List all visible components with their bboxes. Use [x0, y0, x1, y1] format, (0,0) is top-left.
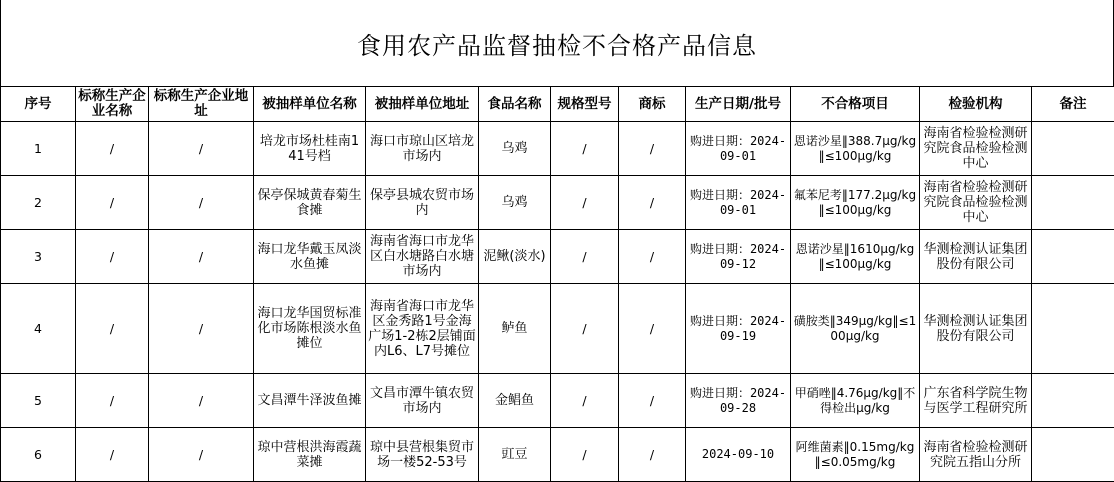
- cell-failed-item: 阿维菌素‖0.15mg/kg‖≤0.05mg/kg: [791, 428, 920, 482]
- cell-sampled-unit-name: 文昌潭牛泽波鱼摊: [254, 374, 366, 428]
- cell-remarks: [1032, 284, 1114, 374]
- cell-lab: 广东省科学院生物与医学工程研究所: [920, 374, 1032, 428]
- cell-producer-address: /: [149, 230, 254, 284]
- col-header-date-batch: 生产日期/批号: [686, 87, 791, 122]
- cell-brand: /: [619, 176, 686, 230]
- cell-producer-name: /: [76, 176, 149, 230]
- cell-food-name: 乌鸡: [479, 122, 551, 176]
- table-row: [1, 374, 1114, 428]
- page-title: 食用农产品监督抽检不合格产品信息: [0, 0, 1114, 86]
- cell-sampled-unit-name: 保亭保城黄春菊生食摊: [254, 176, 366, 230]
- cell-brand: /: [619, 428, 686, 482]
- cell-spec: /: [551, 230, 619, 284]
- cell-food-name: 泥鳅(淡水): [479, 230, 551, 284]
- cell-sampled-unit-name: 琼中营根洪海霞蔬菜摊: [254, 428, 366, 482]
- cell-date-batch: 购进日期：2024-09-19: [686, 284, 791, 374]
- cell-producer-name: /: [76, 374, 149, 428]
- cell-index: 1: [1, 122, 76, 176]
- cell-lab: 华测检测认证集团股份有限公司: [920, 230, 1032, 284]
- cell-remarks: [1032, 122, 1114, 176]
- cell-producer-name: /: [76, 428, 149, 482]
- cell-producer-address: /: [149, 122, 254, 176]
- cell-lab: 海南省检验检测研究院五指山分所: [920, 428, 1032, 482]
- col-header-sampled-unit-name: 被抽样单位名称: [254, 87, 366, 122]
- cell-food-name: 乌鸡: [479, 176, 551, 230]
- cell-producer-address: /: [149, 176, 254, 230]
- cell-sampled-unit-name: 海口龙华国贸标准化市场陈根淡水鱼摊位: [254, 284, 366, 374]
- cell-failed-item: 恩诺沙星‖388.7μg/kg‖≤100μg/kg: [791, 122, 920, 176]
- cell-producer-name: /: [76, 284, 149, 374]
- cell-sampled-unit-name: 培龙市场杜桂南141号档: [254, 122, 366, 176]
- cell-spec: /: [551, 374, 619, 428]
- table-row: [1, 284, 1114, 374]
- cell-index: 5: [1, 374, 76, 428]
- cell-remarks: [1032, 176, 1114, 230]
- col-header-failed-item: 不合格项目: [791, 87, 920, 122]
- cell-sampled-unit-address: 海南省海口市龙华区白水塘路白水塘市场内: [366, 230, 479, 284]
- col-header-remarks: 备注: [1032, 87, 1114, 122]
- col-header-food-name: 食品名称: [479, 87, 551, 122]
- table-row: [1, 230, 1114, 284]
- col-header-producer-name: 标称生产企业名称: [76, 87, 149, 122]
- cell-food-name: 金鲳鱼: [479, 374, 551, 428]
- cell-lab: 海南省检验检测研究院食品检验检测中心: [920, 176, 1032, 230]
- cell-date-batch: 购进日期：2024-09-01: [686, 176, 791, 230]
- cell-index: 3: [1, 230, 76, 284]
- col-header-index: 序号: [1, 87, 76, 122]
- cell-lab: 海南省检验检测研究院食品检验检测中心: [920, 122, 1032, 176]
- cell-remarks: [1032, 230, 1114, 284]
- col-header-spec: 规格型号: [551, 87, 619, 122]
- cell-date-batch: 购进日期：2024-09-12: [686, 230, 791, 284]
- cell-sampled-unit-address: 琼中县营根集贸市场一楼52-53号: [366, 428, 479, 482]
- cell-date-batch: 购进日期：2024-09-28: [686, 374, 791, 428]
- cell-food-name: 鲈鱼: [479, 284, 551, 374]
- cell-food-name: 豇豆: [479, 428, 551, 482]
- cell-index: 2: [1, 176, 76, 230]
- cell-brand: /: [619, 230, 686, 284]
- cell-failed-item: 甲硝唑‖4.76μg/kg‖不得检出μg/kg: [791, 374, 920, 428]
- table-row: [1, 428, 1114, 482]
- cell-failed-item: 恩诺沙星‖1610μg/kg‖≤100μg/kg: [791, 230, 920, 284]
- col-header-lab: 检验机构: [920, 87, 1032, 122]
- cell-brand: /: [619, 374, 686, 428]
- cell-sampled-unit-address: 海口市琼山区培龙市场内: [366, 122, 479, 176]
- col-header-producer-address: 标称生产企业地址: [149, 87, 254, 122]
- cell-producer-name: /: [76, 122, 149, 176]
- table-row: [1, 122, 1114, 176]
- cell-date-batch: 2024-09-10: [686, 428, 791, 482]
- col-header-sampled-unit-address: 被抽样单位地址: [366, 87, 479, 122]
- cell-producer-address: /: [149, 284, 254, 374]
- cell-producer-address: /: [149, 428, 254, 482]
- cell-producer-name: /: [76, 230, 149, 284]
- results-table: [0, 86, 1114, 482]
- cell-sampled-unit-address: 海南省海口市龙华区金秀路1号金海广场1-2栋2层铺面内L6、L7号摊位: [366, 284, 479, 374]
- table-header-row: [1, 87, 1114, 122]
- cell-producer-address: /: [149, 374, 254, 428]
- cell-remarks: [1032, 428, 1114, 482]
- cell-sampled-unit-address: 保亭县城农贸市场内: [366, 176, 479, 230]
- col-header-brand: 商标: [619, 87, 686, 122]
- cell-date-batch: 购进日期：2024-09-01: [686, 122, 791, 176]
- cell-remarks: [1032, 374, 1114, 428]
- cell-index: 6: [1, 428, 76, 482]
- cell-failed-item: 磺胺类‖349μg/kg‖≤100μg/kg: [791, 284, 920, 374]
- cell-index: 4: [1, 284, 76, 374]
- cell-brand: /: [619, 284, 686, 374]
- table-row: [1, 176, 1114, 230]
- cell-sampled-unit-name: 海口龙华戴玉凤淡水鱼摊: [254, 230, 366, 284]
- cell-lab: 华测检测认证集团股份有限公司: [920, 284, 1032, 374]
- cell-spec: /: [551, 428, 619, 482]
- cell-spec: /: [551, 122, 619, 176]
- cell-spec: /: [551, 176, 619, 230]
- cell-sampled-unit-address: 文昌市潭牛镇农贸市场内: [366, 374, 479, 428]
- cell-spec: /: [551, 284, 619, 374]
- cell-failed-item: 氟苯尼考‖177.2μg/kg‖≤100μg/kg: [791, 176, 920, 230]
- cell-brand: /: [619, 122, 686, 176]
